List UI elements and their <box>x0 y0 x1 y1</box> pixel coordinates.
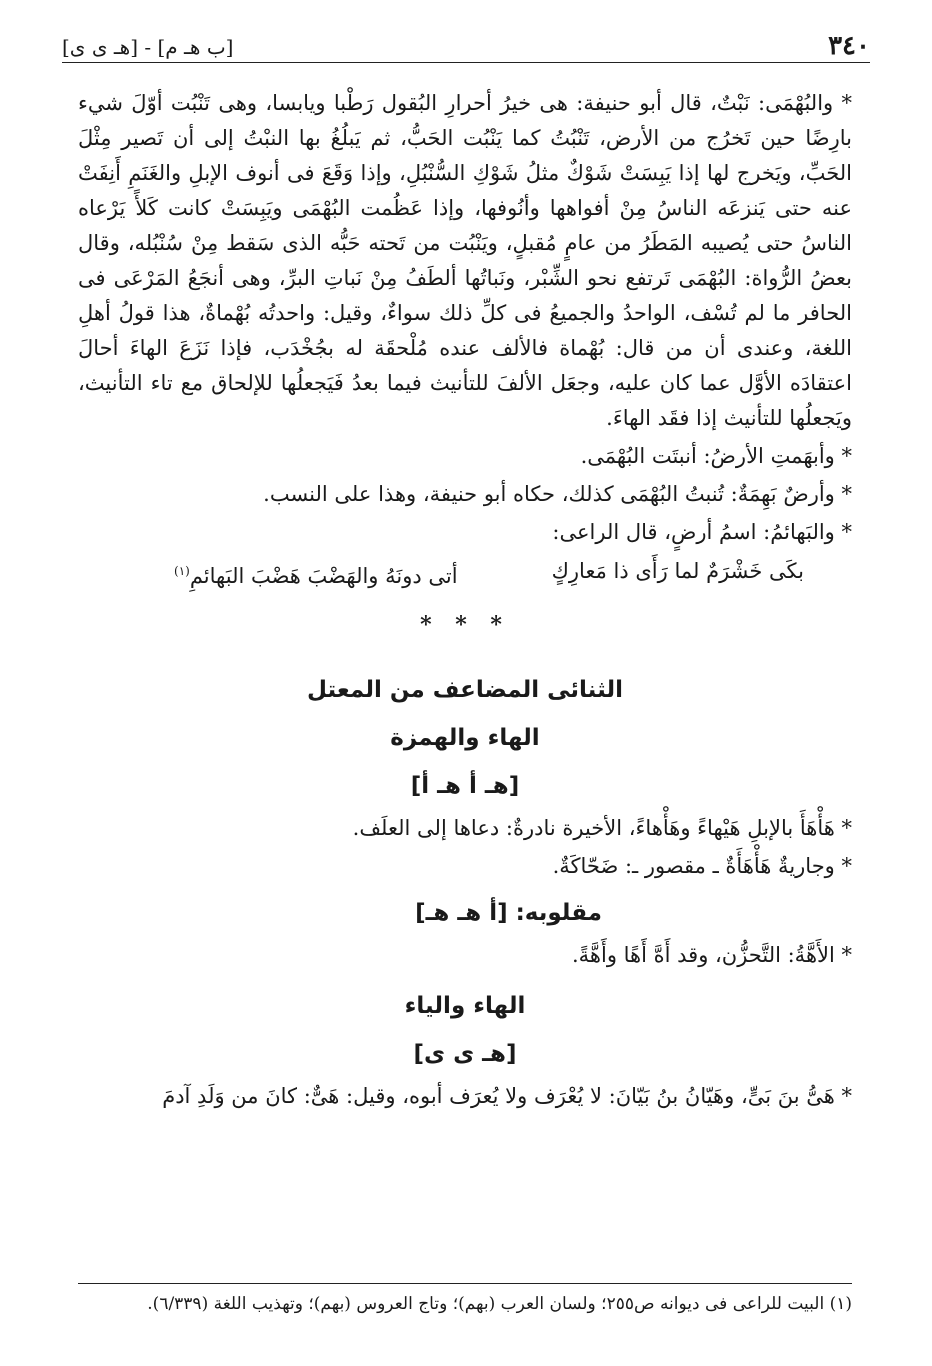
running-head: [ب هـ م] - [هـ ى ى] <box>62 35 234 59</box>
section-heading: الثنائى المضاعف من المعتل <box>307 677 623 703</box>
root-heading-hyy: [هـ ى ى] <box>413 1041 517 1067</box>
entry-buhma: * والبُهْمَى: نَبْتٌ، قال أبو حنيفة: هى خيرُ أحرارِ البُقول رَطْبا ويابسا، وهى تَنْبُت أوّلَ شيء بارِضًا حين تَخرُج من الأرض، تَنْبُتُ كما يَنْبُت الحَبُّ، ثم يَبلُغُ بها النبْتُ إلى أن تَصير مِثْلَ الحَبِّ، ويَخرج لها إذا يَبِسَتْ شَوْكٌ مثلُ شَوْكِ السُّنْبُلِ، وإذا وَقَعَ فى أنوف الإبلِ والغَنَمِ أَنِفَتْ عنه حتى يَنزعَه الناسُ مِنْ أفواهها وأنُوفها، وإذا عَظُمت البُهْمَى ويَبِسَتْ كانت كَلأً يَرْعاه الناسُ حتى يُصيبه المَطَرُ من عامٍ مُقبلٍ، ويَنْبُت من تَحته حَبُّه الذى سَقط مِنْ سُنْبُله، وقال بعضُ الرُّواة: البُهْمَى تَرتفع نحو الشِّبْر، ونَباتُها ألطَفُ مِنْ نَباتِ البرِّ، وهى أنجَعُ المَرْعَى فى الحافر ما لم تُسْف، الواحدُ والجميعُ فى كلِّ ذلك سواءٌ، وقيل: واحدتُه بُهْماةٌ، هذا قولُ أهلِ اللغة، وعندى أن من قال: بُهْماة فالألف عنده مُلْحقَة له بجُخْدَب، فإذا نَزَعَ الهاءَ أحالَ اعتقادَه الأوَّل عما كان عليه، وجعَل الألفَ للتأنيث فيما بعدُ فَيَجعلُها للإلحاق مع تاء التأنيث، ويَجعلُها للتأنيث إذا فقَد الهاءَ. <box>78 91 852 430</box>
entry-haha: * هَأْهَأَ بالإبلِ هَيْهاءً وهَأْهاءً، الأخيرة نادرةٌ: دعاها إلى العلَف. <box>352 816 852 840</box>
entry-albahaim: * والبَهائمُ: اسمُ أرضٍ، قال الراعى: <box>552 520 852 544</box>
footnote: (١) البيت للراعى فى ديوانه ص٢٥٥؛ ولسان العرب (بهم)؛ وتاج العروس (بهم)؛ وتهذيب اللغة (٦/٣٣٩). <box>78 1283 852 1316</box>
verse-second-hemistich <box>174 554 458 594</box>
root-heading-ahh: مقلوبه: [أ هـ هـ] <box>415 900 602 926</box>
page-body <box>78 86 852 1114</box>
entry-hayy: * هَىُّ بنَ بَىٍّ، وهَيّانُ بنُ بَيّانَ: لا يُعْرَف ولا يُعرَف أبوه، وقيل: هَىٌّ: كانَ من وَلَدِ آدمَ <box>162 1084 852 1108</box>
root-heading-hAhA: [هـ أ هـ أ] <box>410 773 520 799</box>
section-separator: * * * <box>420 612 510 638</box>
entry-abhamat: * وأبهَمتِ الأرضُ: أنبتَت البُهْمَى. <box>580 444 852 468</box>
page-header <box>62 28 870 63</box>
poetry-verse <box>174 554 804 594</box>
sub-heading-haa-yaa: الهاء والياء <box>404 993 526 1019</box>
footnote-marker: (١) <box>174 564 190 578</box>
entry-ard-bahima: * وأرضٌ بَهِمَةٌ: تُنبتُ البُهْمَى كذلك، حكاه أبو حنيفة، وهذا على النسب. <box>263 482 852 506</box>
page-number: ٣٤٠ <box>828 31 870 61</box>
entry-jariya: * وجاريةٌ هَأْهَأَةٌ ـ مقصور ـ: ضَحّاكَةٌ. <box>552 854 852 878</box>
sub-heading-haa-hamza: الهاء والهمزة <box>390 725 540 751</box>
verse-first-hemistich: بكَى خَشْرَمٌ لما رَأَى ذا مَعارِكٍ <box>551 559 804 583</box>
entry-ahha: * الأَهَّةُ: التَّحزُّن، وقد أَهَّ أَهًا وأَهَّةً. <box>571 943 852 967</box>
verse-second-hemistich-text: أتى دونَهُ والهَضْبَ هَضْبَ البَهائمِ <box>189 564 458 588</box>
